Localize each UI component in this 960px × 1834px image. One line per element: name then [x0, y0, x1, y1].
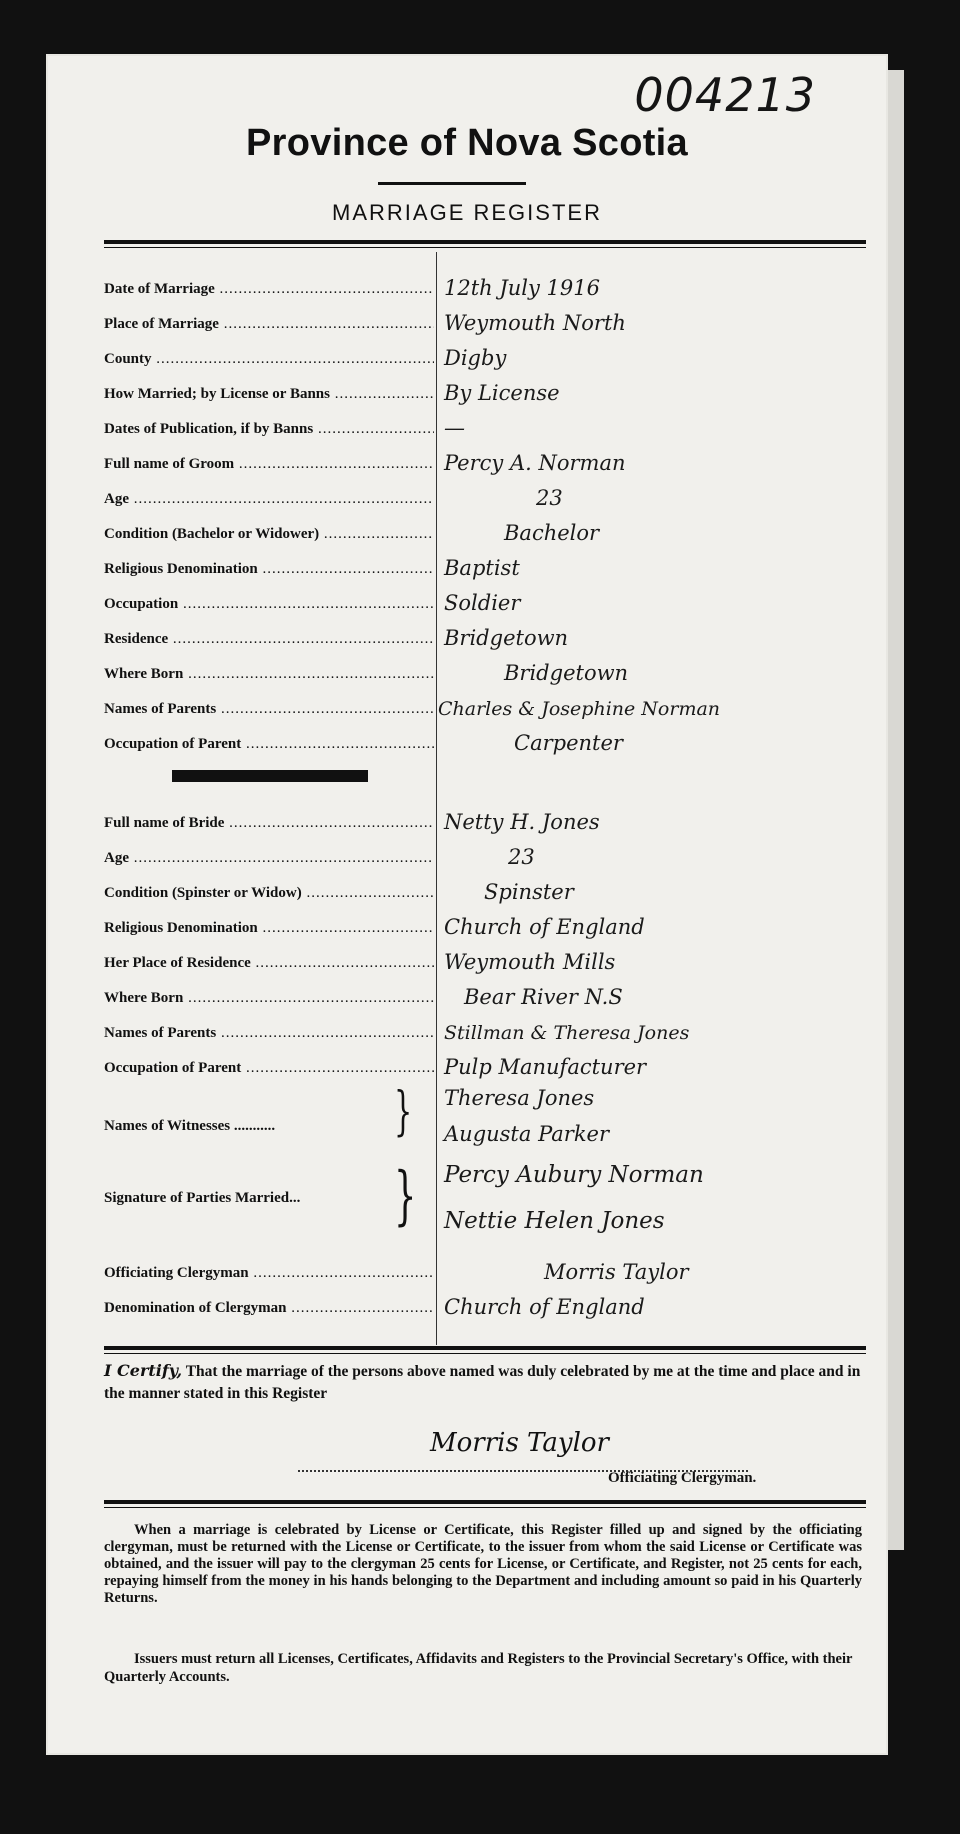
field-label: Dates of Publication, if by Banns ..... [104, 421, 434, 438]
clergyman-signature: Morris Taylor [430, 1428, 609, 1458]
field-value: Morris Taylor [544, 1260, 689, 1284]
field-label: Occupation ..... [104, 596, 434, 613]
certify-lead: I Certify, [104, 1361, 183, 1380]
field-label: Condition (Bachelor or Widower) ..... [104, 526, 434, 543]
field-bride-parents [104, 1012, 864, 1044]
field-label: Condition (Spinster or Widow) ..... [104, 885, 434, 902]
field-bride-religion [104, 907, 864, 939]
field-value: Pulp Manufacturer [444, 1055, 647, 1079]
field-label: Occupation of Parent ..... [104, 736, 434, 753]
field-value: — [444, 416, 465, 440]
field-how-married [104, 373, 864, 405]
field-label: Age ..... [104, 491, 434, 508]
field-value: Charles & Josephine Norman [438, 698, 721, 720]
field-label: Names of Parents ..... [104, 701, 434, 718]
field-groom-where-born [104, 653, 864, 685]
field-label: Date of Marriage ..... [104, 281, 434, 298]
instructions-notice: When a marriage is celebrated by License or Certificate, this Register filled up and signed by the officiating clergyman, must be returned with the License or Certificate, to the issuer from whom the said License or Certificate was obtained, and the issuer will pay to the clergyman 25 cents for License, or Certificate, and Register, not 25 cents for each, repaying himself from the money in his hands belonging to the Department and including amount so paid in his Quarterly Returns. [104, 1522, 862, 1606]
title-rule [378, 182, 526, 185]
field-label: Religious Denomination ..... [104, 561, 434, 578]
field-dates-of-publication [104, 408, 864, 440]
field-officiating-clergyman [104, 1252, 864, 1284]
signature-bride: Nettie Helen Jones [444, 1208, 665, 1234]
field-label: Age ..... [104, 850, 434, 867]
field-bride-name [104, 802, 864, 834]
field-value: Church of England [444, 1295, 645, 1319]
field-denomination-of-clergyman [104, 1287, 864, 1319]
field-bride-condition [104, 872, 864, 904]
witnesses-brace: } [394, 1082, 413, 1142]
field-value: Digby [444, 346, 507, 370]
field-label: Her Place of Residence ..... [104, 955, 434, 972]
certify-text: That the marriage of the persons above named was duly celebrated by me at the time and place and in the manner stated in this Register [104, 1363, 861, 1402]
signature-groom: Percy Aubury Norman [444, 1162, 704, 1188]
field-label: Residence ..... [104, 631, 434, 648]
field-bride-residence [104, 942, 864, 974]
field-groom-occupation [104, 583, 864, 615]
field-label: Religious Denomination ..... [104, 920, 434, 937]
field-value: 23 [508, 845, 535, 869]
field-label: Officiating Clergyman ..... [104, 1265, 434, 1282]
adjacent-page-edge [886, 70, 904, 1550]
field-label: County ..... [104, 351, 434, 368]
field-groom-residence [104, 618, 864, 650]
field-value: 12th July 1916 [444, 276, 601, 300]
field-bride-parent-occupation [104, 1047, 864, 1079]
field-groom-parents [104, 688, 864, 720]
field-value: Church of England [444, 915, 645, 939]
middle-divider [104, 1346, 866, 1350]
witnesses-label: Names of Witnesses ........... [104, 1118, 276, 1134]
issuers-notice: Issuers must return all Licenses, Certificates, Affidavits and Registers to the Provincial Secretary's Office, with their Quarterly Accounts. [104, 1651, 853, 1685]
bride-section-bar [172, 770, 368, 782]
bottom-divider [104, 1500, 866, 1504]
field-label: Full name of Bride ..... [104, 815, 434, 832]
witness-2: Augusta Parker [444, 1122, 610, 1146]
province-title: Province of Nova Scotia [246, 122, 688, 164]
field-value: Netty H. Jones [444, 810, 600, 834]
field-label: Names of Parents ..... [104, 1025, 434, 1042]
field-groom-religion [104, 548, 864, 580]
field-groom-name [104, 443, 864, 475]
top-divider [104, 240, 866, 244]
witness-1: Theresa Jones [444, 1086, 595, 1110]
field-value: Carpenter [514, 731, 623, 755]
register-number: 004213 [634, 68, 816, 122]
field-bride-where-born [104, 977, 864, 1009]
field-county [104, 338, 864, 370]
field-label: Denomination of Clergyman ..... [104, 1300, 434, 1317]
field-value: Baptist [444, 556, 520, 580]
field-value: Soldier [444, 591, 521, 615]
field-value: Weymouth North [444, 311, 626, 335]
field-value: Bear River N.S [464, 985, 623, 1009]
field-value: Bridgetown [444, 626, 569, 650]
field-value: 23 [536, 486, 563, 510]
field-label: Place of Marriage ..... [104, 316, 434, 333]
field-value: Spinster [484, 880, 574, 904]
field-label: How Married; by License or Banns ..... [104, 386, 434, 403]
signatures-label: Signature of Parties Married... [104, 1190, 301, 1206]
field-groom-condition [104, 513, 864, 545]
certification-statement [104, 1360, 862, 1405]
field-label: Occupation of Parent ..... [104, 1060, 434, 1077]
field-place-of-marriage [104, 303, 864, 335]
field-label: Where Born ..... [104, 666, 434, 683]
field-value: Stillman & Theresa Jones [444, 1022, 690, 1044]
field-groom-parent-occupation [104, 723, 864, 755]
field-groom-age [104, 478, 864, 510]
field-value: By License [444, 381, 560, 405]
field-value: Percy A. Norman [444, 451, 626, 475]
field-bride-age [104, 837, 864, 869]
field-value: Bachelor [504, 521, 600, 545]
field-label: Where Born ..... [104, 990, 434, 1007]
signature-caption: Officiating Clergyman. [608, 1470, 757, 1486]
field-value: Bridgetown [504, 661, 629, 685]
marriage-register-form [48, 56, 886, 1753]
form-title: MARRIAGE REGISTER [332, 200, 602, 225]
field-value: Weymouth Mills [444, 950, 616, 974]
field-date-of-marriage [104, 268, 864, 300]
field-label: Full name of Groom ..... [104, 456, 434, 473]
witnesses-label-text: Names of Witnesses [104, 1118, 231, 1134]
signatures-brace: } [394, 1159, 417, 1233]
